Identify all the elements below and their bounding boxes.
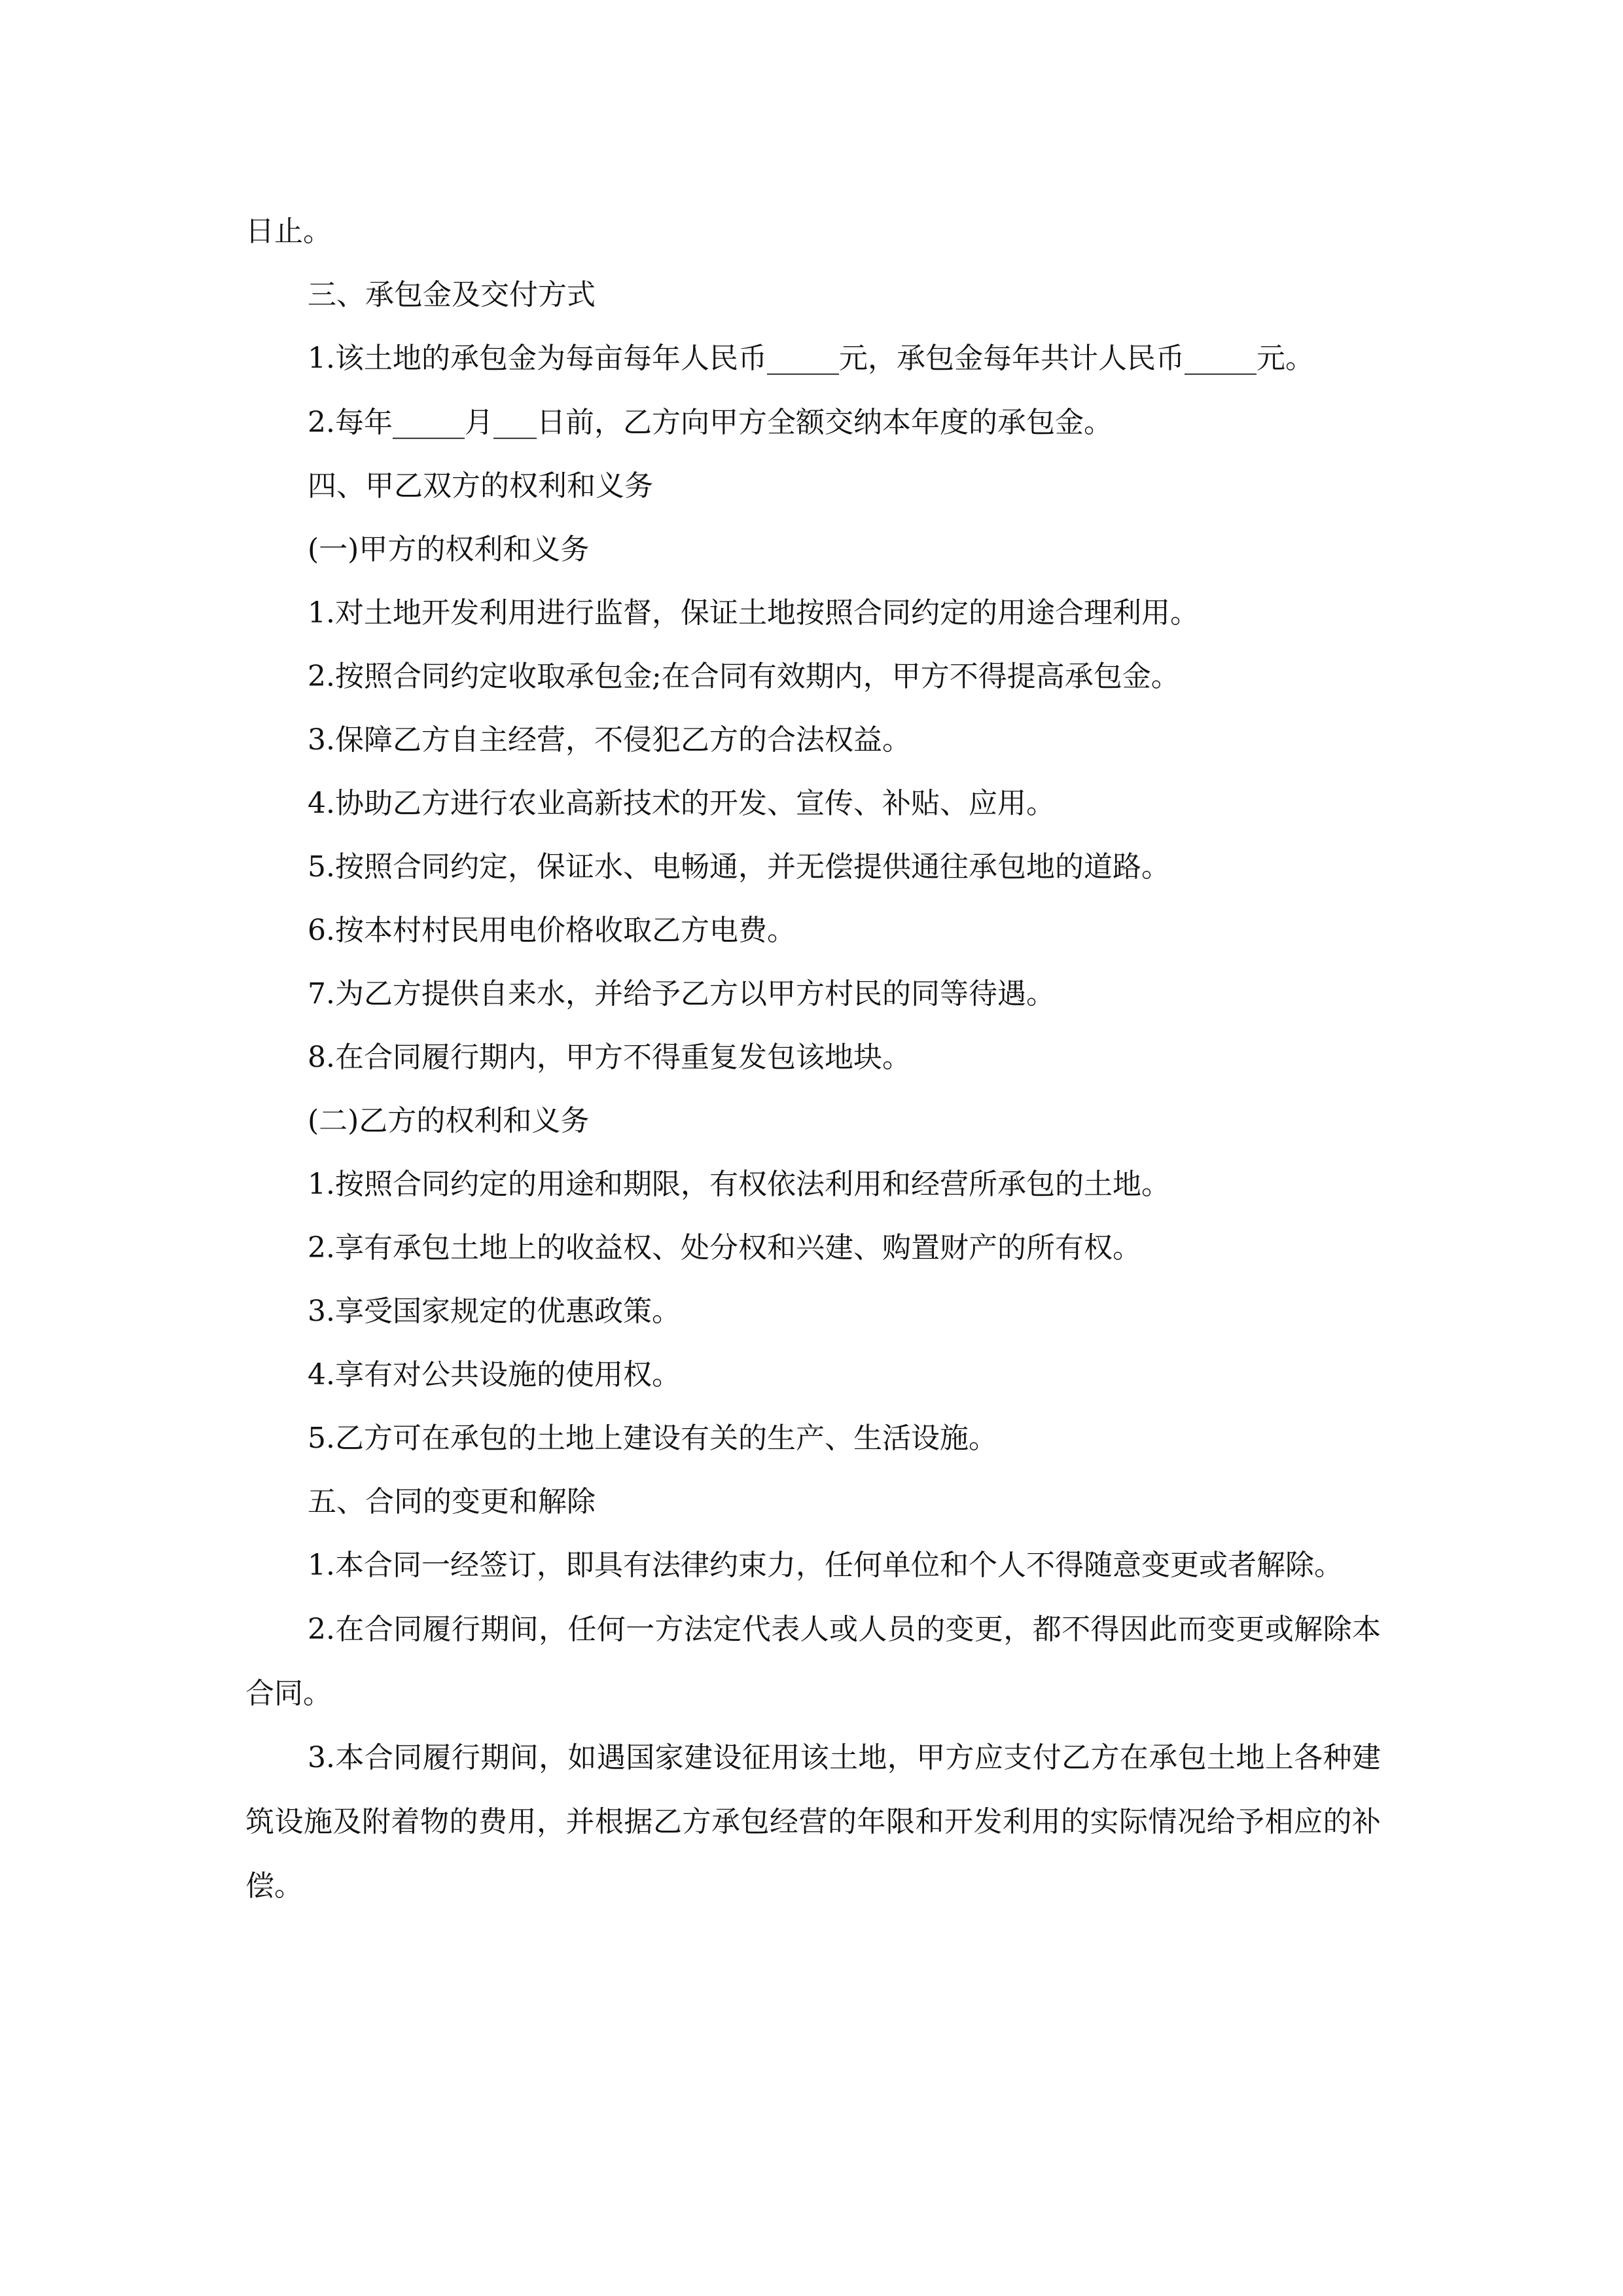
subsection-heading-party-a: (一)甲方的权利和义务	[308, 533, 590, 566]
section-heading-rights-obligations: 四、甲乙双方的权利和义务	[308, 469, 653, 503]
paragraph: 日止。	[245, 215, 332, 248]
clause: 4.享有对公共设施的使用权。	[308, 1358, 681, 1391]
subsection-heading-party-b: (二)乙方的权利和义务	[308, 1104, 590, 1138]
section-heading-fee-payment: 三、承包金及交付方式	[308, 278, 596, 312]
clause: 2.按照合同约定收取承包金;在合同有效期内，甲方不得提高承包金。	[308, 660, 1180, 693]
clause: 1.按照合同约定的用途和期限，有权依法利用和经营所承包的土地。	[308, 1168, 1170, 1201]
clause: 3.本合同履行期间，如遇国家建设征用该土地，甲方应支付乙方在承包土地上各种建筑设施及附着物的费用，并根据乙方承包经营的年限和开发利用的实际情况给予相应的补偿。	[245, 1741, 1381, 1903]
document-body	[245, 200, 1381, 1918]
clause: 1.该土地的承包金为每亩每年人民币_____元，承包金每年共计人民币_____元。	[308, 342, 1314, 375]
clause: 3.享受国家规定的优惠政策。	[308, 1295, 681, 1328]
clause: 6.按本村村民用电价格收取乙方电费。	[308, 914, 796, 947]
clause: 3.保障乙方自主经营，不侵犯乙方的合法权益。	[308, 723, 911, 757]
clause: 5.按照合同约定，保证水、电畅通，并无偿提供通往承包地的道路。	[308, 850, 1170, 884]
clause: 1.对土地开发利用进行监督，保证土地按照合同约定的用途合理利用。	[308, 596, 1199, 630]
clause: 1.本合同一经签订，即具有法律约束力，任何单位和个人不得随意变更或者解除。	[308, 1549, 1343, 1582]
clause: 2.享有承包土地上的收益权、处分权和兴建、购置财产的所有权。	[308, 1231, 1141, 1265]
section-heading-amendment-termination: 五、合同的变更和解除	[308, 1485, 596, 1518]
clause: 8.在合同履行期内，甲方不得重复发包该地块。	[308, 1041, 911, 1074]
clause: 4.协助乙方进行农业高新技术的开发、宣传、补贴、应用。	[308, 787, 1055, 820]
clause: 5.乙方可在承包的土地上建设有关的生产、生活设施。	[308, 1422, 997, 1455]
clause: 2.每年_____月___日前，乙方向甲方全额交纳本年度的承包金。	[308, 406, 1113, 439]
clause: 2.在合同履行期间，任何一方法定代表人或人员的变更，都不得因此而变更或解除本合同。	[245, 1613, 1381, 1710]
clause: 7.为乙方提供自来水，并给予乙方以甲方村民的同等待遇。	[308, 977, 1055, 1011]
